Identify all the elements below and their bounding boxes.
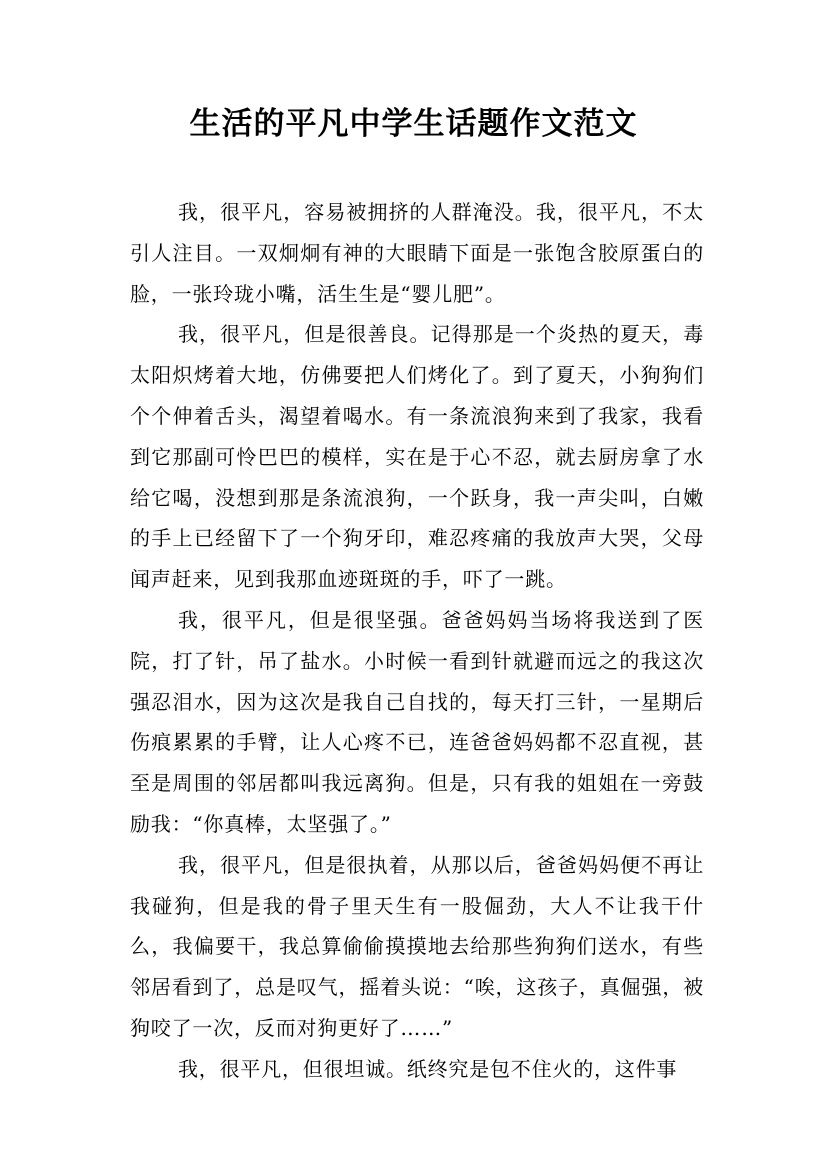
paragraph: 我，很平凡，但是很坚强。爸爸妈妈当场将我送到了医院，打了针，吊了盐水。小时候一看到针就避而远之的我这次强忍泪水，因为这次是我自己自找的，每天打三针，一星期后伤痕累累的手臂，让人心疼不已，连爸爸妈妈都不忍直视，甚至是周围的邻居都叫我远离狗。但是，只有我的姐姐在一旁鼓励我：“你真棒，太坚强了。” (130, 607, 704, 836)
document-body (130, 192, 704, 1090)
document-title: 生活的平凡中学生话题作文范文 (189, 106, 638, 142)
paragraph: 我，很平凡，但很坦诚。纸终究是包不住火的，这件事 (178, 1056, 678, 1081)
paragraph: 我，很平凡，但是很执着，从那以后，爸爸妈妈便不再让我碰狗，但是我的骨子里天生有一股倔劲，大人不让我干什么，我偏要干，我总算偷偷摸摸地去给那些狗狗们送水，有些邻居看到了，总是叹气，摇着头说：“唉，这孩子，真倔强，被狗咬了一次，反而对狗更好了……” (130, 852, 704, 1040)
paragraph: 我，很平凡，但是很善良。记得那是一个炎热的夏天，毒太阳炽烤着大地，仿佛要把人们烤化了。到了夏天，小狗狗们个个伸着舌头，渴望着喝水。有一条流浪狗来到了我家，我看到它那副可怜巴巴的模样，实在是于心不忍，就去厨房拿了水给它喝，没想到那是条流浪狗，一个跃身，我一声尖叫，白嫩的手上已经留下了一个狗牙印，难忍疼痛的我放声大哭，父母闻声赶来，见到我那血迹斑斑的手，吓了一跳。 (130, 322, 704, 592)
paragraph: 我，很平凡，容易被拥挤的人群淹没。我，很平凡，不太引人注目。一双炯炯有神的大眼睛下面是一张饱含胶原蛋白的脸，一张玲珑小嘴，活生生是“婴儿肥”。 (130, 200, 704, 306)
